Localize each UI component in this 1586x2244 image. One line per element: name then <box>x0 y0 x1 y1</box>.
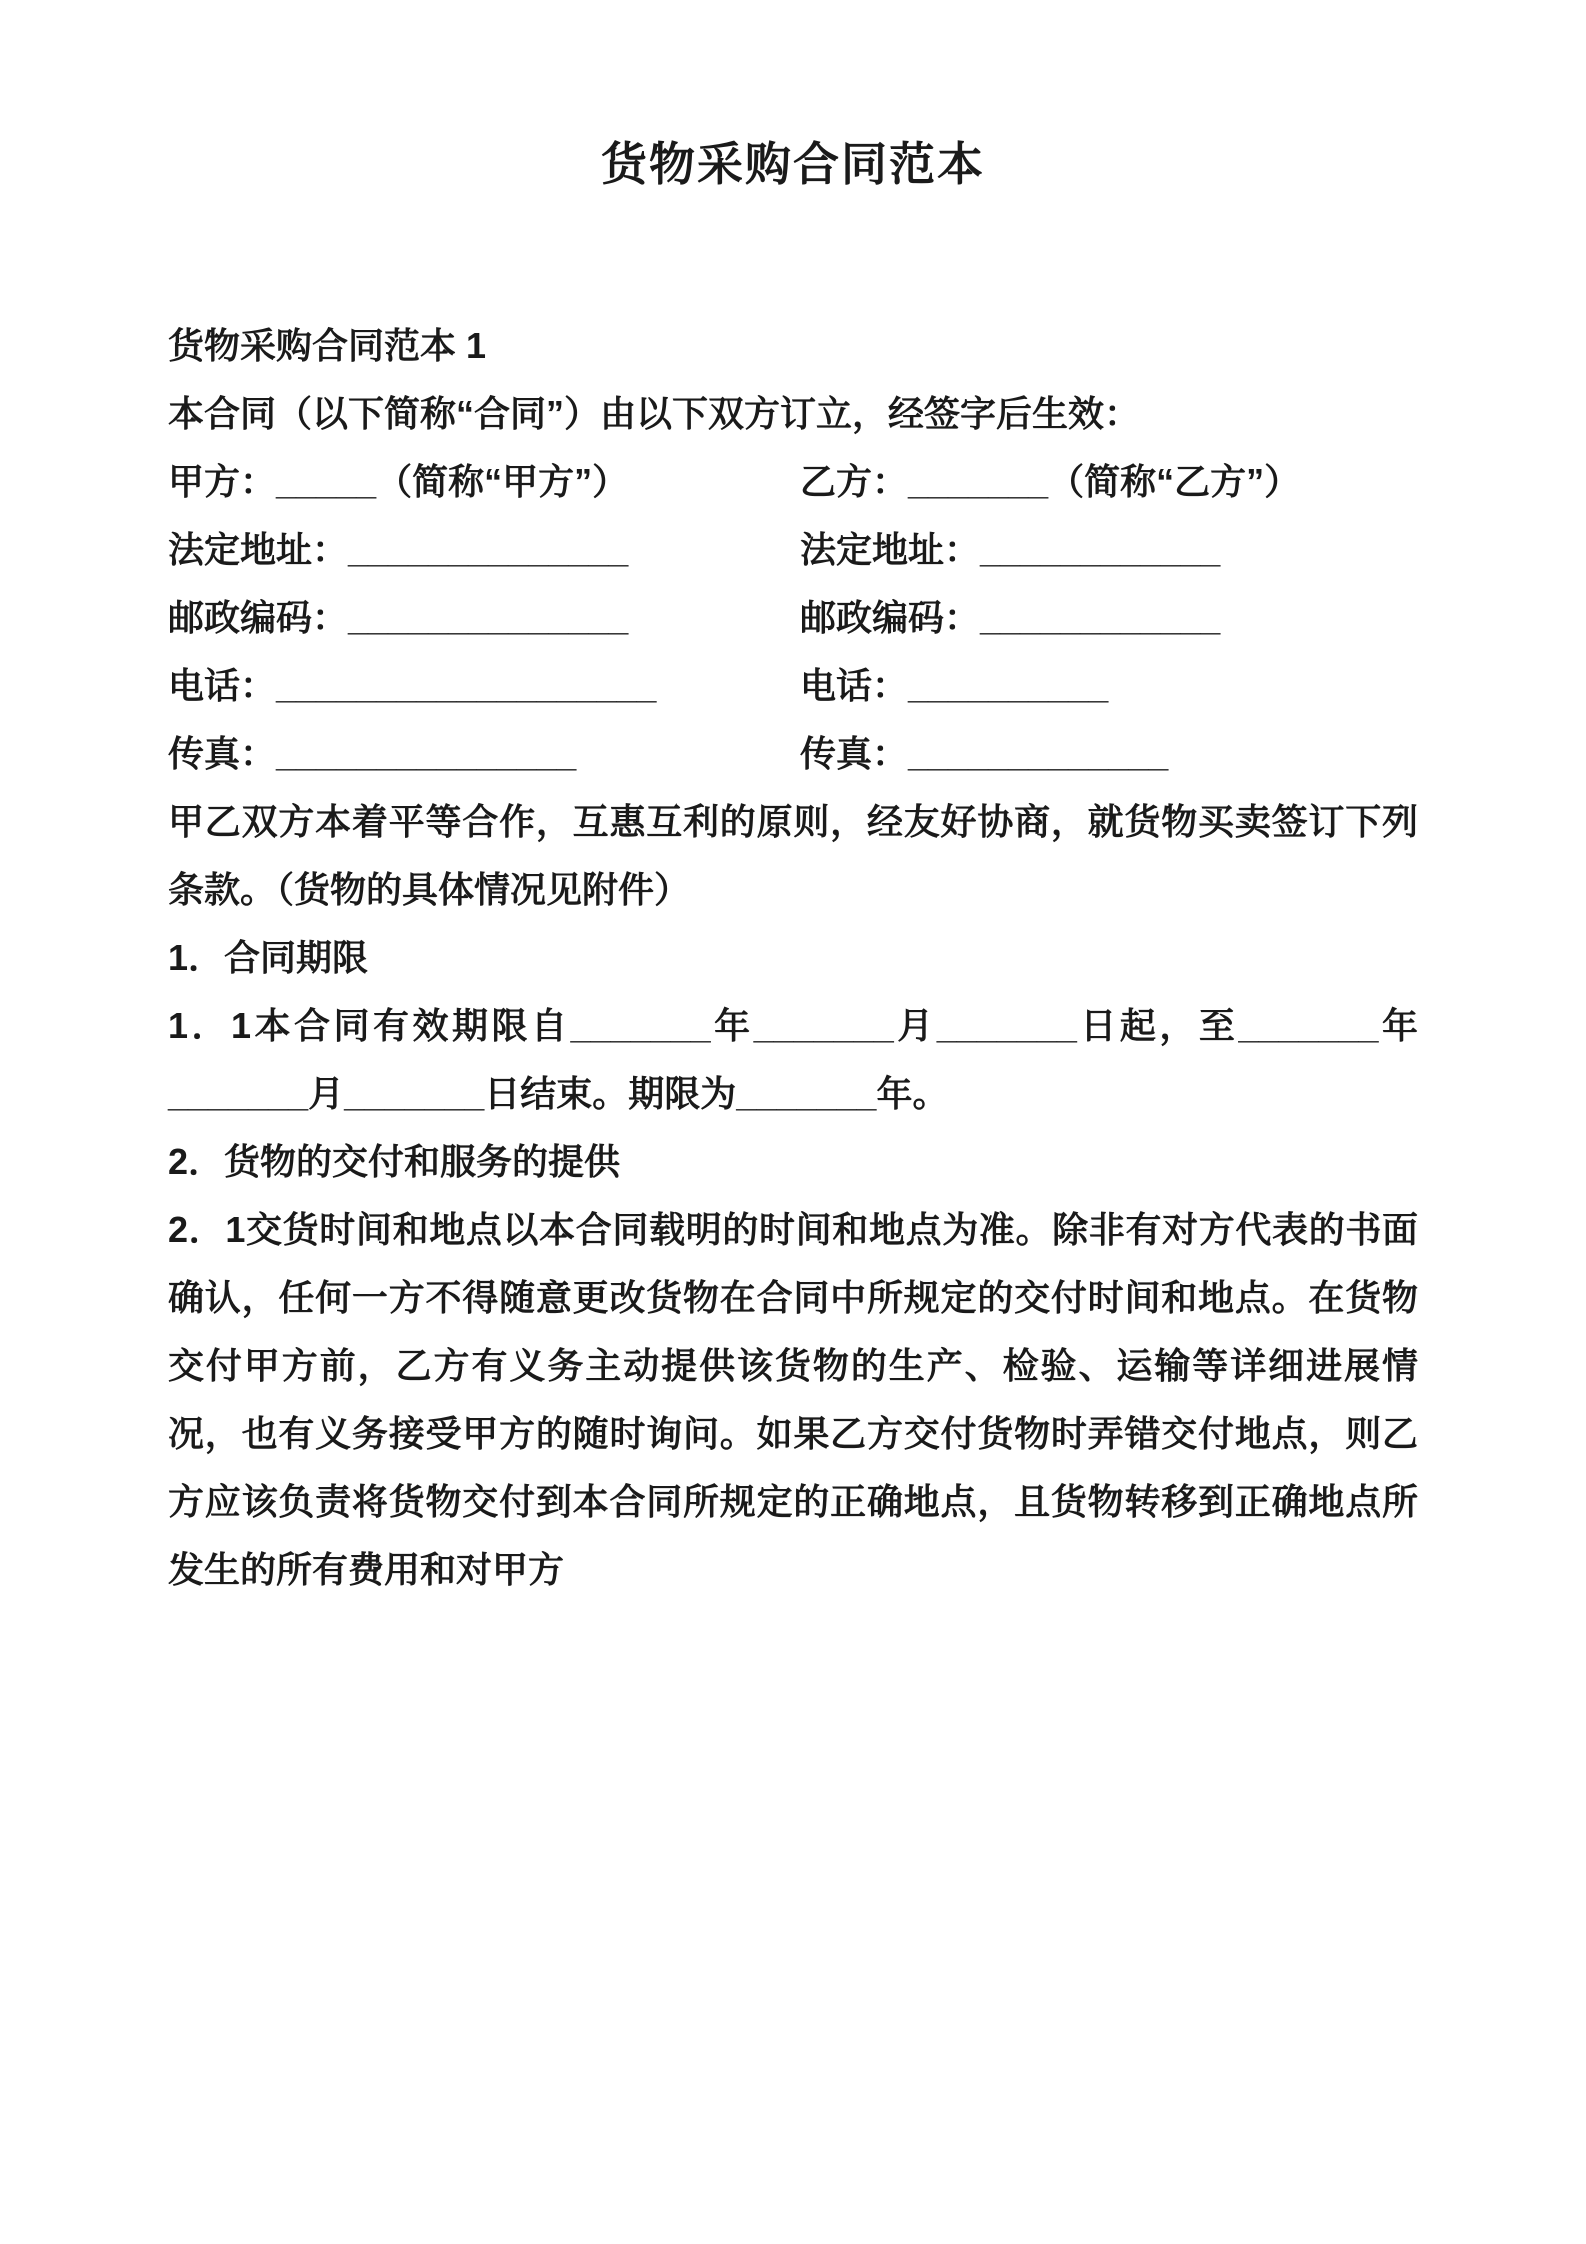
preamble-paragraph: 甲乙双方本着平等合作，互惠互利的原则，经友好协商，就货物买卖签订下列条款。（货物的具体情况见附件） <box>168 801 1418 910</box>
party-a-name-field: 甲方：_____（简称“甲方”） <box>168 461 629 502</box>
section-2-heading: 2．货物的交付和服务的提供 <box>168 1141 621 1182</box>
party-b-postal-code-field: 邮政编码：____________ <box>800 597 1221 638</box>
party-row <box>168 584 1418 652</box>
clause-1-1-paragraph: 1．1本合同有效期限自_______年_______月_______日起，至_______年_______月_______日结束。期限为_______年。 <box>168 1005 1418 1114</box>
party-b-fax-field: 传真：_____________ <box>800 733 1169 774</box>
party-a-legal-address-field: 法定地址：______________ <box>168 529 629 570</box>
party-row <box>168 652 1418 720</box>
section-1-heading: 1．合同期限 <box>168 937 369 978</box>
party-b-name-field: 乙方：_______（简称“乙方”） <box>800 461 1301 502</box>
party-a-phone-field: 电话：___________________ <box>168 665 657 706</box>
intro-paragraph: 本合同（以下简称“合同”）由以下双方订立，经签字后生效： <box>168 393 1141 434</box>
party-row <box>168 516 1418 584</box>
party-a-fax-field: 传真：_______________ <box>168 733 577 774</box>
party-info-table <box>168 448 1418 788</box>
clause-2-1-paragraph: 2．1交货时间和地点以本合同载明的时间和地点为准。除非有对方代表的书面确认，任何一方不得随意更改货物在合同中所规定的交付时间和地点。在货物交付甲方前，乙方有义务主动提供该货物的生产、检验、运输等详细进展情况，也有义务接受甲方的随时询问。如果乙方交付货物时弄错交付地点，则乙方应该负责将货物交付到本合同所规定的正确地点，且货物转移到正确地点所发生的所有费用和对甲方 <box>168 1209 1418 1590</box>
party-row <box>168 720 1418 788</box>
party-a-postal-code-field: 邮政编码：______________ <box>168 597 629 638</box>
document-title: 货物采购合同范本 <box>601 138 985 190</box>
party-b-phone-field: 电话：__________ <box>800 665 1109 706</box>
document-body <box>168 312 1418 1604</box>
contract-heading: 货物采购合同范本 1 <box>168 325 487 366</box>
party-row <box>168 448 1418 516</box>
party-b-legal-address-field: 法定地址：____________ <box>800 529 1221 570</box>
